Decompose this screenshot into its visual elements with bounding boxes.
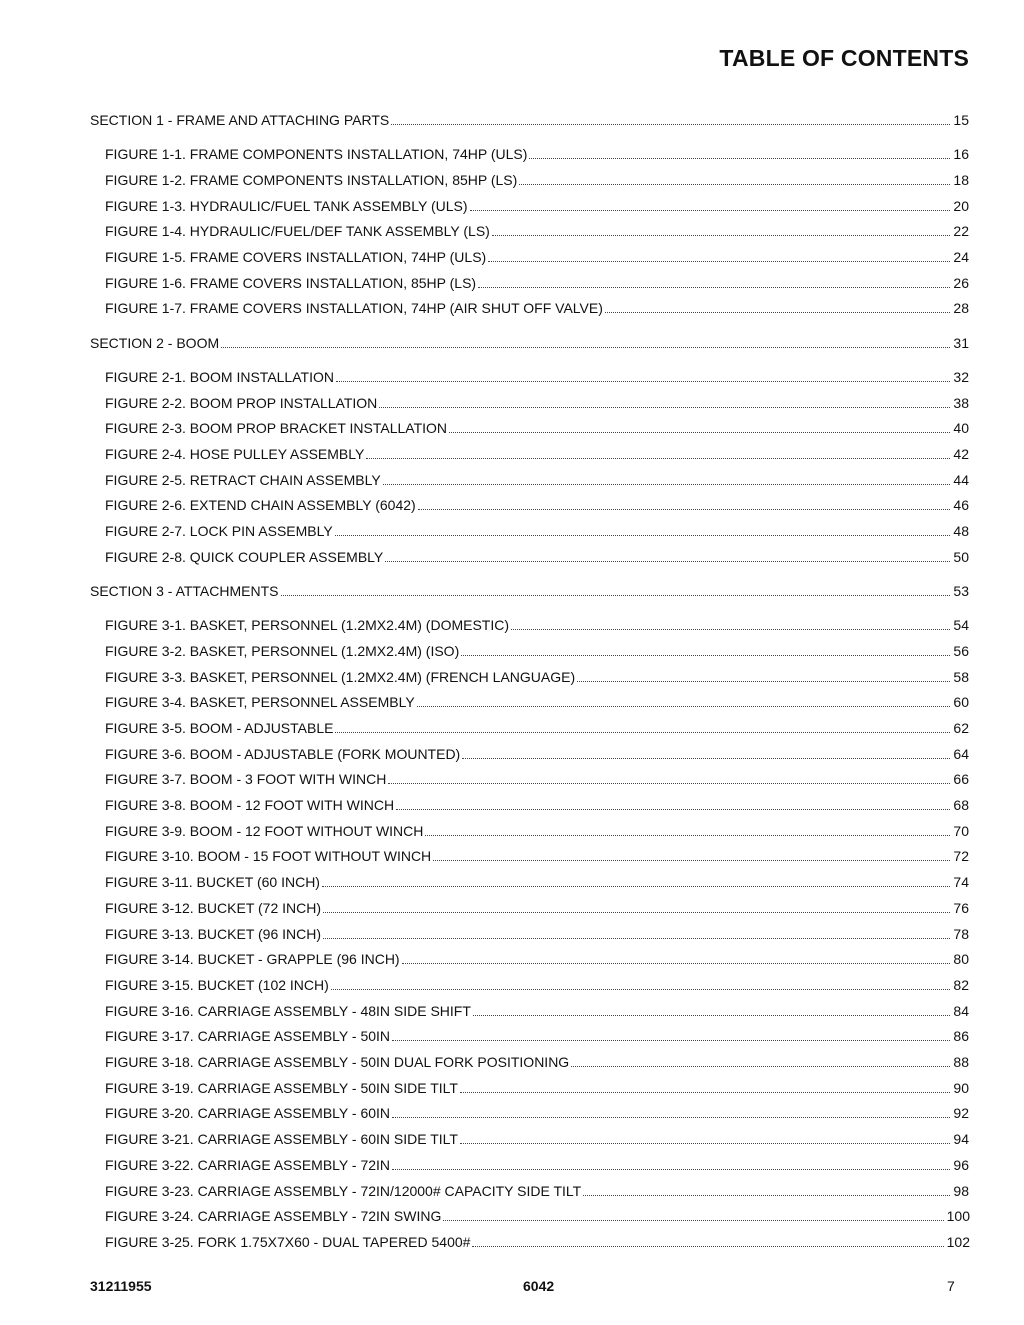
toc-figure-entry[interactable]	[105, 391, 969, 411]
dot-leader	[331, 973, 951, 990]
toc-figure-entry[interactable]	[105, 870, 969, 890]
toc-page-number: 53	[953, 582, 969, 599]
dot-leader	[396, 793, 950, 810]
toc-page-number: 76	[953, 899, 969, 916]
dot-leader	[433, 844, 950, 861]
toc-entry-label: FIGURE 1-5. FRAME COVERS INSTALLATION, 74HP (ULS)	[105, 249, 487, 265]
toc-entry-label: FIGURE 2-3. BOOM PROP BRACKET INSTALLATION	[105, 420, 448, 437]
toc-figure-entry[interactable]	[105, 271, 969, 291]
toc-page-number: 92	[953, 1105, 969, 1122]
toc-figure-entry[interactable]	[105, 1127, 969, 1147]
dot-leader	[322, 870, 950, 887]
dot-leader	[392, 1101, 950, 1118]
dot-leader	[388, 767, 950, 784]
toc-page-number: 96	[953, 1156, 969, 1173]
dot-leader	[473, 999, 951, 1016]
footer-model: 6042	[523, 1278, 555, 1294]
dot-leader	[402, 947, 951, 964]
dot-leader	[460, 1127, 950, 1144]
toc-entry-label: FIGURE 3-14. BUCKET - GRAPPLE (96 INCH)	[105, 951, 400, 968]
dot-leader	[383, 468, 951, 485]
toc-figure-entry[interactable]	[105, 896, 969, 916]
toc-figure-entry[interactable]	[105, 665, 969, 685]
toc-entry-label: FIGURE 1-2. FRAME COMPONENTS INSTALLATION, 85HP (LS)	[105, 171, 518, 188]
dot-leader	[281, 579, 951, 596]
toc-entry-label: FIGURE 3-6. BOOM - ADJUSTABLE (FORK MOUNTED)	[105, 745, 461, 762]
toc-page-number: 48	[953, 523, 969, 539]
toc-entry-label: FIGURE 1-1. FRAME COMPONENTS INSTALLATION, 74HP (ULS)	[105, 146, 528, 163]
toc-entry-label: FIGURE 2-8. QUICK COUPLER ASSEMBLY	[105, 548, 384, 565]
toc-page-number: 24	[953, 249, 969, 265]
toc-page-number: 86	[953, 1028, 969, 1045]
toc-page-number: 42	[953, 445, 969, 462]
toc-entry-label: FIGURE 2-5. RETRACT CHAIN ASSEMBLY	[105, 471, 381, 488]
toc-figure-entry[interactable]	[105, 690, 969, 710]
dot-leader	[335, 519, 951, 536]
toc-entry-label: SECTION 2 - BOOM	[90, 334, 220, 351]
toc-page-number: 28	[953, 300, 969, 317]
dot-leader	[470, 194, 951, 211]
toc-figure-entry[interactable]	[105, 365, 969, 385]
toc-page-number: 100	[946, 1208, 970, 1225]
toc-figure-entry[interactable]	[105, 844, 969, 864]
toc-page-number: 50	[953, 548, 969, 565]
toc-entry-label: FIGURE 2-7. LOCK PIN ASSEMBLY	[105, 523, 333, 539]
dot-leader	[221, 331, 950, 348]
dot-leader	[529, 142, 950, 159]
dot-leader	[417, 690, 951, 707]
toc-figure-entry[interactable]	[105, 1076, 969, 1096]
dot-leader	[391, 108, 950, 125]
dot-leader	[323, 896, 950, 913]
toc-entry-label: FIGURE 3-12. BUCKET (72 INCH)	[105, 899, 322, 916]
toc-figure-entry[interactable]	[105, 1050, 969, 1070]
toc-entry-label: FIGURE 3-21. CARRIAGE ASSEMBLY - 60IN SIDE TILT	[105, 1131, 458, 1148]
toc-entry-label: FIGURE 1-4. HYDRAULIC/FUEL/DEF TANK ASSEMBLY (LS)	[105, 223, 490, 240]
dot-leader	[577, 665, 950, 682]
toc-entry-label: FIGURE 2-4. HOSE PULLEY ASSEMBLY	[105, 445, 365, 462]
toc-entry-label: FIGURE 3-25. FORK 1.75X7X60 - DUAL TAPERED 5400#	[105, 1233, 471, 1250]
toc-page-number: 26	[953, 274, 969, 291]
toc-figure-entry[interactable]	[105, 947, 969, 967]
toc-figure-entry[interactable]	[105, 613, 969, 633]
toc-entry-label: FIGURE 3-2. BASKET, PERSONNEL (1.2MX2.4M) (ISO)	[105, 642, 460, 659]
toc-entry-label: SECTION 1 - FRAME AND ATTACHING PARTS	[90, 112, 390, 128]
page-title: TABLE OF CONTENTS	[719, 45, 969, 71]
toc-page-number: 16	[953, 146, 969, 163]
toc-figure-entry[interactable]	[105, 519, 969, 539]
toc-page-number: 74	[953, 874, 969, 891]
toc-entry-label: FIGURE 3-8. BOOM - 12 FOOT WITH WINCH	[105, 797, 395, 813]
dot-leader	[336, 365, 950, 382]
toc-entry-label: FIGURE 2-1. BOOM INSTALLATION	[105, 368, 334, 385]
toc-entry-label: FIGURE 3-22. CARRIAGE ASSEMBLY - 72IN	[105, 1156, 391, 1173]
toc-page-number: 31	[953, 334, 969, 351]
toc-section-entry[interactable]	[90, 331, 969, 351]
toc-figure-entry[interactable]	[105, 1230, 970, 1250]
toc-page-number: 90	[953, 1079, 969, 1096]
dot-leader	[392, 1153, 950, 1170]
toc-figure-entry[interactable]	[105, 999, 969, 1019]
toc-entry-label: FIGURE 3-1. BASKET, PERSONNEL (1.2MX2.4M) (DOMESTIC)	[105, 617, 510, 634]
toc-page-number: 78	[953, 925, 969, 942]
toc-entry-label: FIGURE 3-10. BOOM - 15 FOOT WITHOUT WINCH	[105, 848, 432, 865]
dot-leader	[492, 219, 951, 236]
dot-leader	[443, 1204, 943, 1221]
toc-figure-entry[interactable]	[105, 142, 969, 162]
toc-figure-entry[interactable]	[105, 819, 969, 839]
toc-section-entry[interactable]	[90, 108, 969, 128]
toc-figure-entry[interactable]	[105, 1024, 969, 1044]
toc-entry-label: FIGURE 3-9. BOOM - 12 FOOT WITHOUT WINCH	[105, 822, 424, 839]
toc-page-number: 15	[953, 112, 969, 128]
toc-figure-entry[interactable]	[105, 493, 969, 513]
toc-page-number: 80	[953, 951, 969, 968]
dot-leader	[478, 271, 950, 288]
toc-figure-entry[interactable]	[105, 742, 969, 762]
toc-entry-label: FIGURE 3-13. BUCKET (96 INCH)	[105, 925, 322, 942]
dot-leader	[472, 1230, 943, 1247]
toc-figure-entry[interactable]	[105, 1153, 969, 1173]
toc-figure-entry[interactable]	[105, 1179, 969, 1199]
dot-leader	[462, 742, 950, 759]
footer-page-number: 7	[947, 1278, 955, 1294]
toc-page-number: 102	[946, 1233, 970, 1250]
toc-entry-label: FIGURE 3-18. CARRIAGE ASSEMBLY - 50IN DUAL FORK POSITIONING	[105, 1054, 570, 1070]
dot-leader	[571, 1050, 950, 1067]
toc-figure-entry[interactable]	[105, 468, 969, 488]
toc-entry-label: FIGURE 3-3. BASKET, PERSONNEL (1.2MX2.4M) (FRENCH LANGUAGE)	[105, 668, 576, 685]
toc-entry-label: FIGURE 2-6. EXTEND CHAIN ASSEMBLY (6042)	[105, 497, 416, 514]
dot-leader	[461, 639, 950, 656]
toc-figure-entry[interactable]	[105, 194, 969, 214]
toc-page-number: 22	[953, 223, 969, 240]
toc-entry-label: FIGURE 1-7. FRAME COVERS INSTALLATION, 74HP (AIR SHUT OFF VALVE)	[105, 300, 603, 317]
dot-leader	[418, 493, 951, 510]
toc-page-number: 88	[953, 1054, 969, 1070]
footer-doc-number: 31211955	[90, 1278, 152, 1294]
dot-leader	[583, 1179, 950, 1196]
dot-leader	[488, 245, 950, 262]
toc-figure-entry[interactable]	[105, 973, 969, 993]
toc-entry-label: FIGURE 3-24. CARRIAGE ASSEMBLY - 72IN SWING	[105, 1208, 442, 1225]
toc-entry-label: FIGURE 2-2. BOOM PROP INSTALLATION	[105, 394, 378, 411]
toc-section-entry[interactable]	[90, 579, 969, 599]
toc-page-number: 64	[953, 745, 969, 762]
dot-leader	[392, 1024, 950, 1041]
toc-page-number: 44	[953, 471, 969, 488]
toc-figure-entry[interactable]	[105, 245, 969, 265]
toc-entry-label: FIGURE 1-6. FRAME COVERS INSTALLATION, 85HP (LS)	[105, 274, 477, 291]
toc-figure-entry[interactable]	[105, 793, 969, 813]
dot-leader	[449, 416, 950, 433]
toc-entry-label: FIGURE 3-11. BUCKET (60 INCH)	[105, 874, 320, 891]
toc-page-number: 72	[953, 848, 969, 865]
toc-entry-label: FIGURE 3-20. CARRIAGE ASSEMBLY - 60IN	[105, 1105, 391, 1122]
toc-figure-entry[interactable]	[105, 716, 969, 736]
toc-page-number: 66	[953, 771, 969, 788]
dot-leader	[460, 1076, 950, 1093]
dot-leader	[366, 442, 950, 459]
toc-entry-label: FIGURE 3-7. BOOM - 3 FOOT WITH WINCH	[105, 771, 387, 788]
toc-page-number: 56	[953, 642, 969, 659]
dot-leader	[379, 391, 950, 408]
toc-entry-label: FIGURE 3-19. CARRIAGE ASSEMBLY - 50IN SIDE TILT	[105, 1079, 458, 1096]
toc-figure-entry[interactable]	[105, 442, 969, 462]
toc-figure-entry[interactable]	[105, 639, 969, 659]
toc-page-number: 18	[953, 171, 969, 188]
toc-page-number: 58	[953, 668, 969, 685]
toc-figure-entry[interactable]	[105, 168, 969, 188]
toc-page-number: 98	[953, 1182, 969, 1199]
toc-page-number: 32	[953, 368, 969, 385]
toc-entry-label: FIGURE 3-4. BASKET, PERSONNEL ASSEMBLY	[105, 694, 415, 711]
toc-page-number: 82	[953, 976, 969, 993]
dot-leader	[425, 819, 950, 836]
toc-page-number: 62	[953, 719, 969, 736]
toc-entry-label: FIGURE 3-23. CARRIAGE ASSEMBLY - 72IN/12000# CAPACITY SIDE TILT	[105, 1182, 582, 1199]
toc-figure-entry[interactable]	[105, 767, 969, 787]
toc-page-number: 20	[953, 197, 969, 214]
dot-leader	[511, 613, 950, 630]
toc-page-number: 38	[953, 394, 969, 411]
toc-page-number: 94	[953, 1131, 969, 1148]
toc-figure-entry[interactable]	[105, 545, 969, 565]
toc-figure-entry[interactable]	[105, 219, 969, 239]
toc-entry-label: FIGURE 3-15. BUCKET (102 INCH)	[105, 976, 329, 993]
dot-leader	[605, 296, 951, 313]
toc-figure-entry[interactable]	[105, 1101, 969, 1121]
toc-page-number: 68	[953, 797, 969, 813]
toc-entry-label: SECTION 3 - ATTACHMENTS	[90, 582, 279, 599]
toc-figure-entry[interactable]	[105, 296, 969, 316]
toc-entry-label: FIGURE 3-17. CARRIAGE ASSEMBLY - 50IN	[105, 1028, 391, 1045]
toc-entry-label: FIGURE 3-5. BOOM - ADJUSTABLE	[105, 719, 334, 736]
toc-page-number: 40	[953, 420, 969, 437]
toc-page-number: 84	[953, 1002, 969, 1019]
dot-leader	[385, 545, 950, 562]
toc-entry-label: FIGURE 3-16. CARRIAGE ASSEMBLY - 48IN SIDE SHIFT	[105, 1002, 471, 1019]
toc-figure-entry[interactable]	[105, 1204, 970, 1224]
dot-leader	[323, 922, 950, 939]
toc-figure-entry[interactable]	[105, 922, 969, 942]
toc-page-number: 60	[953, 694, 969, 711]
toc-entry-label: FIGURE 1-3. HYDRAULIC/FUEL TANK ASSEMBLY (ULS)	[105, 197, 468, 214]
dot-leader	[335, 716, 950, 733]
toc-page-number: 54	[953, 617, 969, 634]
toc-page-number: 70	[953, 822, 969, 839]
toc-page-number: 46	[953, 497, 969, 514]
toc-figure-entry[interactable]	[105, 416, 969, 436]
dot-leader	[519, 168, 950, 185]
